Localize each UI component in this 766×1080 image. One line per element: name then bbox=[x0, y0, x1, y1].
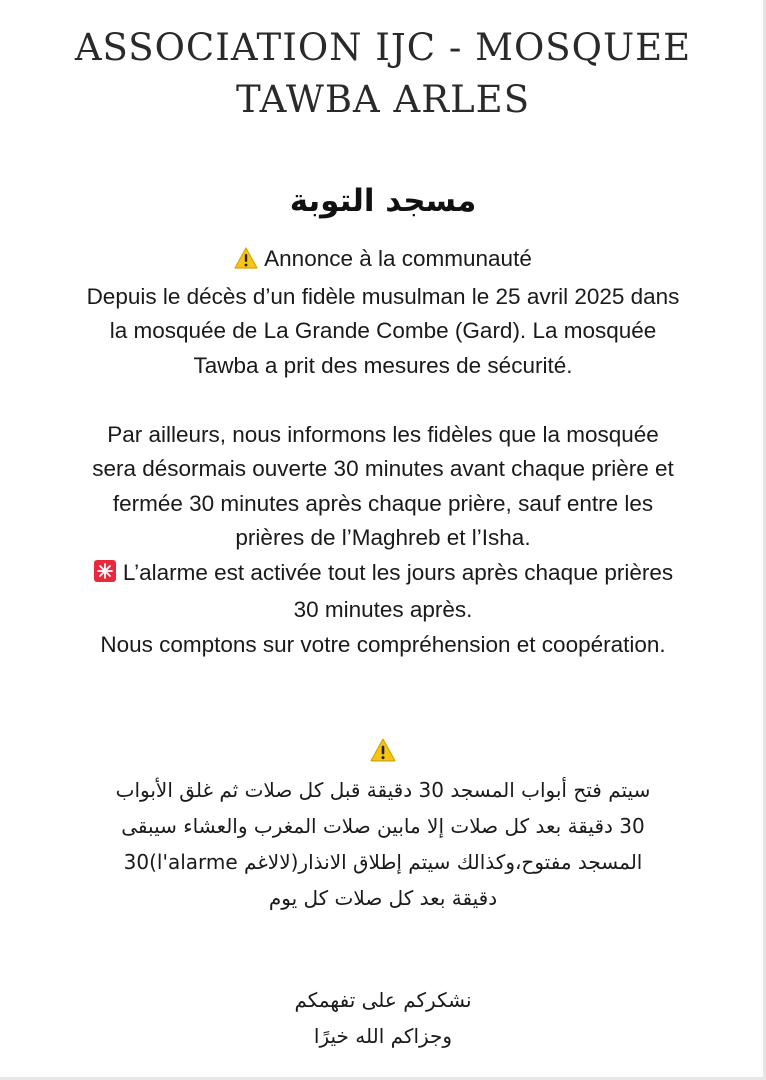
arabic-line-4: دقيقة بعد كل صلات كل يوم bbox=[268, 886, 498, 910]
warning-icon bbox=[370, 749, 396, 766]
french-announcement bbox=[30, 242, 736, 662]
title-line-1: ASSOCIATION IJC - MOSQUEE bbox=[74, 26, 692, 69]
closing-line: Nous comptons sur votre compréhension et coopération. bbox=[100, 631, 666, 657]
arabic-line-3: المسجد مفتوح،وكذالك سيتم إطلاق الانذار(لالاغم l'alarme)30 bbox=[123, 850, 643, 874]
arabic-announcement bbox=[30, 772, 736, 916]
paragraph-2-line-4: prières de l’Maghreb et l’Isha. bbox=[235, 525, 531, 550]
title-line-2: TAWBA ARLES bbox=[235, 78, 531, 121]
paragraph-1-line-1: Depuis le décès d’un fidèle musulman le 25 avril 2025 dans bbox=[86, 283, 680, 309]
arabic-line-2: 30 دقيقة بعد كل صلات إلا مابين صلات المغرب والعشاء سيبقى bbox=[121, 814, 645, 838]
arabic-heading: مسجد التوبة bbox=[289, 183, 477, 219]
siren-icon bbox=[93, 559, 117, 594]
paragraph-2-line-1: Par ailleurs, nous informons les fidèles que la mosquée bbox=[107, 421, 659, 447]
alarm-line-2: 30 minutes après. bbox=[293, 597, 473, 622]
arabic-closing-line-2: وجزاكم الله خيرًا bbox=[313, 1024, 453, 1048]
paragraph-1-line-3: Tawba a prit des mesures de sécurité. bbox=[193, 352, 573, 378]
paragraph-gap bbox=[30, 383, 736, 418]
paragraph-2-line-3: fermée 30 minutes après chaque prière, sauf entre les bbox=[112, 490, 654, 516]
arabic-closing bbox=[0, 982, 766, 1054]
paragraph-1-line-2: la mosquée de La Grande Combe (Gard). La mosquée bbox=[109, 318, 657, 343]
paragraph-2-line-2: sera désormais ouverte 30 minutes avant chaque prière et bbox=[92, 456, 674, 481]
arabic-warning-wrap bbox=[0, 738, 766, 767]
arabic-line-1: سيتم فتح أبواب المسجد 30 دقيقة قبل كل صلات ثم غلق الأبواب bbox=[115, 778, 651, 802]
announce-title-line bbox=[30, 242, 736, 280]
arabic-closing-line-1: نشكركم على تفهمكم bbox=[294, 988, 472, 1012]
alarm-line-1-wrap bbox=[30, 556, 736, 594]
announce-title: Annonce à la communauté bbox=[264, 246, 532, 271]
alarm-line-1: L’alarme est activée tout les jours après chaque prières bbox=[122, 559, 674, 585]
warning-icon bbox=[234, 245, 258, 280]
page-title bbox=[0, 22, 766, 126]
